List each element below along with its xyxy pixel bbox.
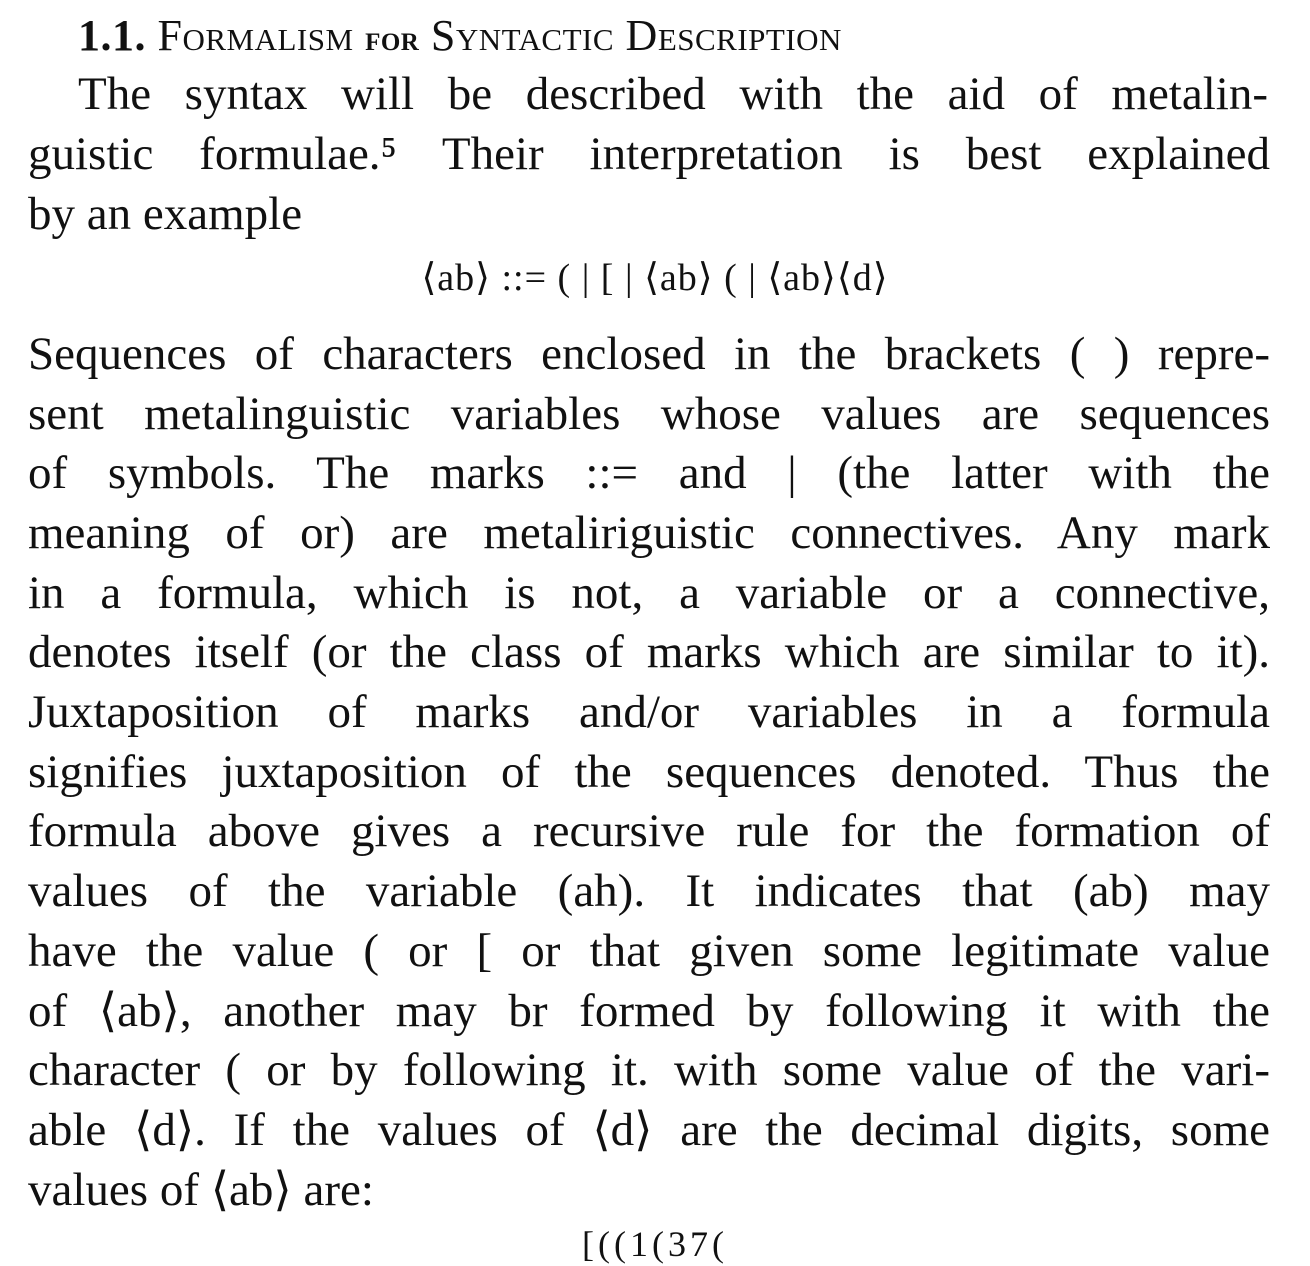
body-line: values of the variable (ah). It indicates that (ab) may: [28, 865, 1270, 917]
body-line: of ⟨ab⟩, another may br formed by following it with the: [28, 985, 1270, 1037]
intro-line: by an example: [28, 188, 303, 240]
intro-line: The syntax will be described with the aid of metalin-: [78, 68, 1268, 120]
body-line: Juxtaposition of marks and/or variables in a formula: [28, 686, 1270, 738]
body-line: sent metalinguistic variables whose values are sequences: [28, 388, 1270, 440]
body-line: of symbols. The marks ::= and | (the latter with the: [28, 447, 1270, 499]
body-line: values of ⟨ab⟩ are:: [28, 1164, 374, 1216]
section-heading: [78, 8, 842, 66]
section-title-part2: Syntactic Description: [430, 11, 842, 60]
body-line: have the value ( or [ or that given some legitimate value: [28, 925, 1270, 977]
body-line: signifies juxtaposition of the sequences denoted. Thus the: [28, 746, 1270, 798]
body-line: character ( or by following it. with some value of the vari-: [28, 1044, 1270, 1096]
body-line: meaning of or) are metaliriguistic connectives. Any mark: [28, 507, 1270, 559]
metalinguistic-formula: ⟨ab⟩ ::= ( | [ | ⟨ab⟩ ( | ⟨ab⟩⟨d⟩: [421, 257, 889, 299]
body-line: denotes itself (or the class of marks which are similar to it).: [28, 626, 1270, 678]
section-title-for: for: [365, 18, 420, 58]
body-line: Sequences of characters enclosed in the brackets ( ) repre-: [28, 328, 1270, 380]
section-number: 1.1.: [78, 11, 146, 60]
body-line: in a formula, which is not, a variable or a connective,: [28, 567, 1270, 619]
intro-line: guistic formulae.⁵ Their interpretation is best explained: [28, 128, 1270, 180]
body-line: able ⟨d⟩. If the values of ⟨d⟩ are the decimal digits, some: [28, 1104, 1270, 1156]
body-line: formula above gives a recursive rule for the formation of: [28, 805, 1270, 857]
cut-off-formula: [((1(37(: [582, 1224, 728, 1264]
section-title-part1: Formalism: [157, 11, 354, 60]
